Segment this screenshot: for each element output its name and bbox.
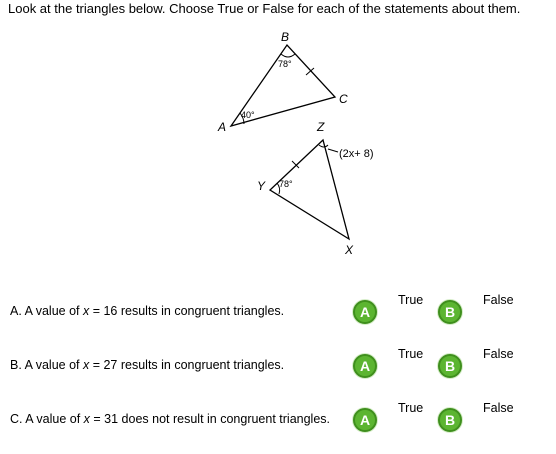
question-pre: A value of: [24, 358, 83, 372]
option-badge-a[interactable]: A: [353, 300, 377, 324]
vertex-label-c: C: [339, 92, 348, 106]
true-label[interactable]: True: [398, 293, 424, 307]
vertex-label-x: X: [345, 243, 354, 257]
angle-arc-z: [319, 145, 328, 147]
vertex-label-y: Y: [257, 179, 266, 193]
question-post: = 31 does not result in congruent triangles.: [89, 412, 331, 426]
question-prompt: Look at the triangles below. Choose True or False for each of the statements about them.: [8, 1, 521, 16]
vertex-label-b: B: [281, 30, 290, 44]
question-letter: A.: [10, 304, 22, 318]
true-label[interactable]: True: [398, 347, 424, 361]
option-badge-b[interactable]: B: [438, 354, 462, 378]
false-label[interactable]: False: [483, 293, 514, 307]
question-pre: A value of: [24, 304, 83, 318]
true-label[interactable]: True: [398, 401, 424, 415]
question-row-c: [0, 401, 556, 436]
question-text-a: [10, 304, 284, 318]
question-post: = 27 results in congruent triangles.: [89, 358, 285, 372]
angle-b-label: 78°: [278, 59, 292, 69]
question-variable: x: [83, 412, 90, 426]
angle-z-leader: [328, 149, 338, 152]
vertex-label-a: A: [218, 120, 227, 134]
angle-a-label: 40°: [241, 110, 255, 120]
question-row-a: [0, 293, 556, 328]
angle-z-expression: (2x+ 8): [339, 148, 374, 160]
question-variable: x: [82, 358, 90, 372]
question-letter: B.: [10, 358, 22, 372]
question-variable: x: [82, 304, 90, 318]
question-text-b: [10, 358, 284, 372]
false-label[interactable]: False: [483, 347, 514, 361]
question-letter: C.: [10, 412, 23, 426]
triangle-zyx: [270, 140, 349, 239]
angle-arc-b: [281, 54, 295, 57]
question-pre: A value of: [25, 412, 84, 426]
false-label[interactable]: False: [483, 401, 514, 415]
angle-y-label: 78°: [279, 179, 293, 189]
question-text-c: [10, 412, 330, 426]
question-post: = 16 results in congruent triangles.: [89, 304, 285, 318]
option-badge-a[interactable]: A: [353, 354, 377, 378]
question-row-b: [0, 347, 556, 382]
option-badge-b[interactable]: B: [438, 408, 462, 432]
vertex-label-z: Z: [317, 120, 325, 134]
option-badge-b[interactable]: B: [438, 300, 462, 324]
option-badge-a[interactable]: A: [353, 408, 377, 432]
